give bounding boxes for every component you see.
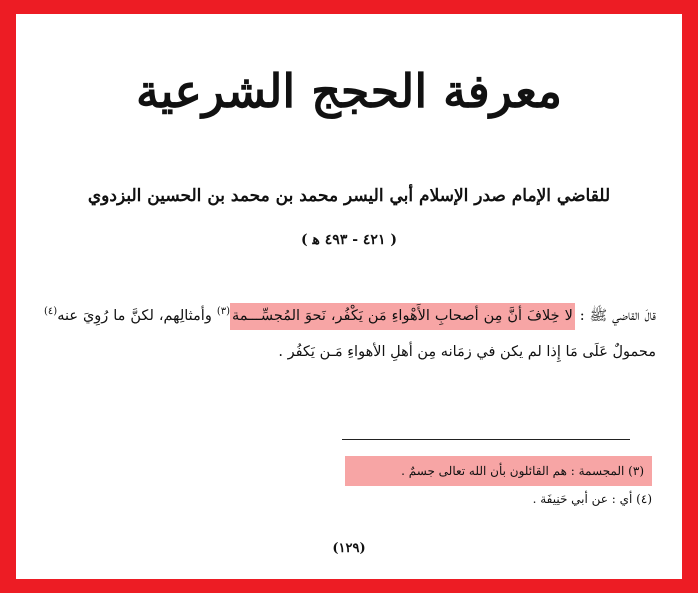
author-line: للقاضي الإمام صدر الإسلام أبي اليسر محمد بن محمد بن الحسين البزدوي [87, 186, 611, 206]
paragraph-middle: وأمثالِهم، لكنَّ ما رُوِيَ عنه [57, 307, 217, 324]
book-title: معرفة الحجج الشرعية [136, 64, 562, 118]
document-page [16, 14, 682, 579]
footnote-separator [342, 439, 630, 440]
footnote-marker-3: (٣) [216, 306, 230, 317]
page-number: (١٢٩) [332, 541, 366, 556]
author-dates: ( ٤٢١ - ٤٩٣ ﻫ ) [301, 232, 397, 248]
footnote-3-highlighted: (٣) المجسمة : هم القائلون بأن الله تعالى جسمٌ . [345, 456, 652, 486]
paragraph-rest: محمولٌ عَلَى مَا إِذا لم يكن في زمَانه مِن أهلِ الأهواءِ مَـن يَكفُر . [278, 343, 656, 360]
paragraph-intro: قالَ القاضي ﷺ : [574, 307, 656, 324]
highlighted-passage: لا خِلافَ أنَّ مِن أصحابِ الأَهْواءِ مَن يَكْفُر، نَحوَ المُجسِّـــمة [230, 303, 575, 330]
footnotes [46, 456, 652, 512]
main-paragraph [44, 294, 656, 370]
footnote-4: (٤) أي : عن أبي حَنِيفَة . [532, 492, 652, 506]
footnote-marker-4: (٤) [44, 306, 58, 317]
